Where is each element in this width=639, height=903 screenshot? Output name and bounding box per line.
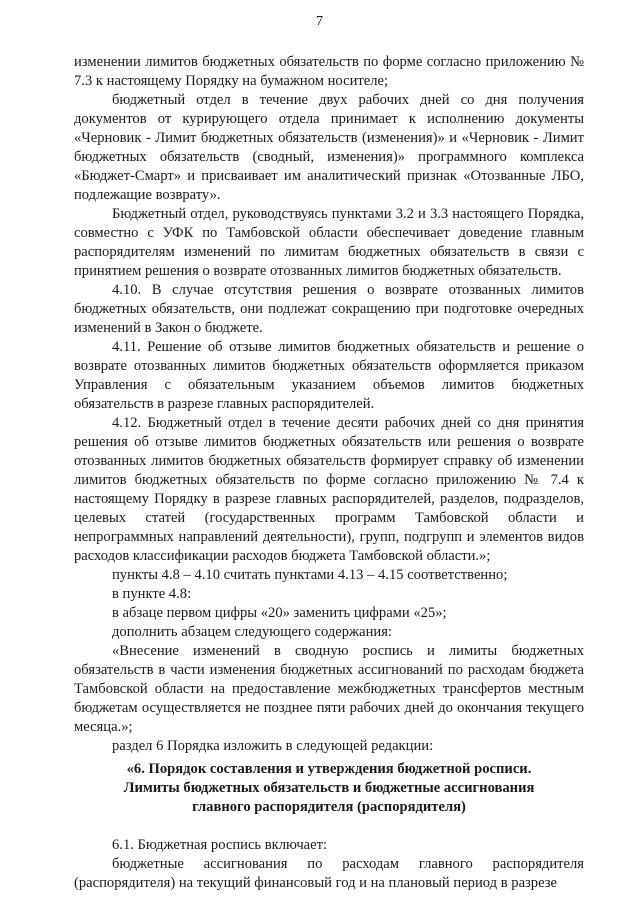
paragraph: Бюджетный отдел, руководствуясь пунктами 3.2 и 3.3 настоящего Порядка, совместно с УФК по Тамбовской области обеспечивает доведение главным распорядителям изменений по лимитам бюджетных обязательств в связи с принятием решения о возврате отозванных лимитов бюджетных обязательств. bbox=[74, 206, 584, 279]
paragraph: 4.12. Бюджетный отдел в течение десяти рабочих дней со дня принятия решения об отзыве лимитов бюджетных обязательств или решения о возврате отозванных лимитов бюджетных обязательств формирует справку об изменении лимитов бюджетных обязательств по форме согласно приложению № 7.4 к настоящему Порядку в разрезе главных распорядителей, разделов, подразделов, целевых статей (государственных программ Тамбовской области и непрограммных направлений деятельности), групп, подгрупп и элементов видов расходов классификации расходов бюджета Тамбовской области.»; bbox=[74, 415, 584, 564]
paragraph: дополнить абзацем следующего содержания: bbox=[112, 624, 392, 640]
page-number: 7 bbox=[316, 14, 323, 29]
paragraph: в абзаце первом цифры «20» заменить цифрами «25»; bbox=[112, 605, 447, 621]
heading-line-1: «6. Порядок составления и утверждения бюджетной росписи. bbox=[126, 761, 532, 777]
heading-line-3: главного распорядителя (распорядителя) bbox=[192, 799, 466, 815]
paragraph: пункты 4.8 – 4.10 считать пунктами 4.13 – 4.15 соответственно; bbox=[112, 567, 508, 583]
paragraph: изменении лимитов бюджетных обязательств по форме согласно приложению № 7.3 к настоящему Порядку на бумажном носителе; bbox=[74, 54, 584, 89]
paragraphs-top bbox=[74, 53, 584, 756]
paragraph: бюджетный отдел в течение двух рабочих дней со дня получения документов от курирующего отдела принимает к исполнению документы «Черновик - Лимит бюджетных обязательств (изменения)» и «Черновик - Лимит бюджетных обязательств (сводный, изменения)» программного комплекса «Бюджет-Смарт» и присваивает им аналитический признак «Отозванные ЛБО, подлежащие возврату». bbox=[74, 92, 584, 203]
heading-line-2: Лимиты бюджетных обязательств и бюджетные ассигнования bbox=[123, 780, 535, 796]
paragraph: 6.1. Бюджетная роспись включает: bbox=[112, 837, 328, 853]
section-heading bbox=[74, 760, 584, 817]
paragraph: «Внесение изменений в сводную роспись и лимиты бюджетных обязательств в части изменения бюджетных ассигнований по расходам бюджета Тамбовской области на предоставление межбюджетных трансфертов местным бюджетам осуществляется не позднее пяти рабочих дней до окончания текущего месяца.»; bbox=[74, 643, 584, 735]
paragraph: 4.10. В случае отсутствия решения о возврате отозванных лимитов бюджетных обязательств, они подлежат сокращению при подготовке очередных изменений в Закон о бюджете. bbox=[74, 282, 584, 336]
paragraph: 4.11. Решение об отзыве лимитов бюджетных обязательств и решение о возврате отозванных лимитов бюджетных обязательств оформляется приказом Управления с обязательным указанием объемов лимитов бюджетных обязательств в разрезе главных распорядителей. bbox=[74, 339, 584, 412]
paragraph: бюджетные ассигнования по расходам главного распорядителя (распорядителя) на текущий финансовый год и на плановый период в разрезе bbox=[74, 856, 584, 891]
document-body bbox=[74, 53, 584, 893]
paragraphs-bottom bbox=[74, 836, 584, 893]
paragraph: в пункте 4.8: bbox=[112, 586, 192, 602]
paragraph: раздел 6 Порядка изложить в следующей редакции: bbox=[112, 738, 434, 754]
